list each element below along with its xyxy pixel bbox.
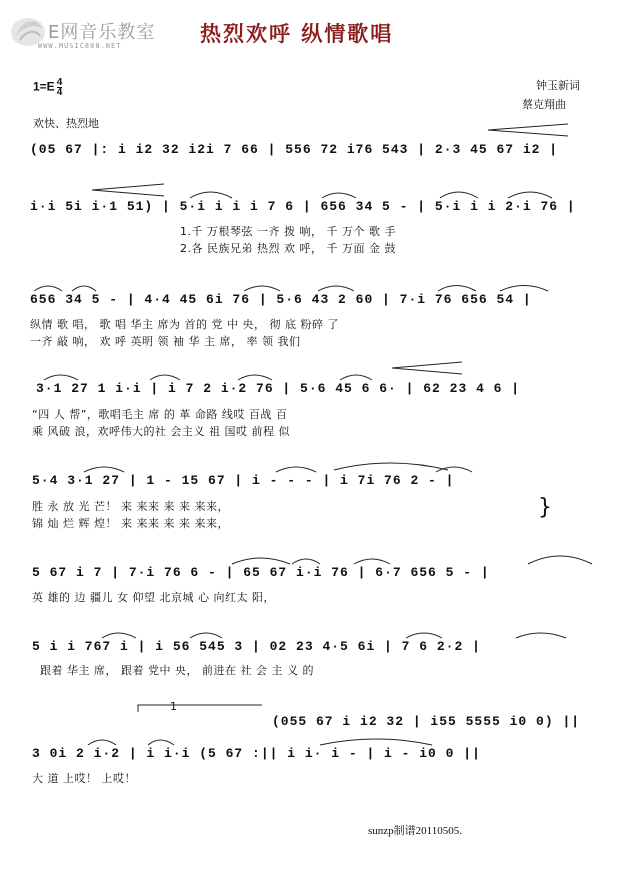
slur-icon [88, 740, 116, 745]
slur-icon [190, 192, 232, 198]
score-line-4: 3·1 27 1 i·i | i 7 2 i·2 76 | 5·6 45 6 6· | 62 23 4 6 | [36, 381, 521, 396]
slur-icon [322, 193, 356, 198]
slur-icon [34, 286, 62, 291]
score-line-7: 5 i i 767 i | i 56 545 3 | 02 23 4·5 6i | 7 6 2·2 | [32, 639, 481, 654]
slur-icon [84, 467, 124, 472]
lyric-line-9: 大 道 上哎！ 上哎！ [32, 772, 136, 785]
slur-icon [148, 740, 174, 745]
tie-icon [320, 739, 432, 745]
slur-icon [500, 286, 548, 292]
slur-icon [354, 559, 390, 564]
lyricist-credit: 钟玉新词 [536, 79, 580, 92]
slur-icon [190, 633, 222, 638]
crescendo-hairpin-icon [488, 124, 568, 136]
lyric-line-6: 英 雄的 边 疆儿 女 仰望 北京城 心 向红太 阳， [32, 591, 275, 604]
lyric-line-4-verse-1: “四 人 帮”，歌唱毛主 席 的 革 命路 线哎 百战 百 [32, 408, 288, 421]
slur-icon [508, 192, 552, 198]
lyric-line-3-verse-1: 纵情 歌 唱， 歌 唱 华主 席为 首的 党 中 央， 彻 底 粉碎 了 [30, 318, 339, 331]
transcriber-signature: sunzp制谱20110505. [368, 825, 463, 837]
tie-icon [334, 463, 448, 470]
slur-icon [406, 633, 442, 638]
volta-label: 1 [170, 700, 178, 713]
lyric-line-5-verse-2: 锦 灿 烂 辉 煌！ 来 来来 来 来 来来， [32, 517, 229, 530]
tempo-marking: 欢快、热烈地 [33, 117, 99, 130]
time-sig-bottom: 4 [56, 87, 63, 98]
time-sig-top: 4 [56, 77, 63, 88]
key-label: 1=E [33, 79, 55, 94]
slur-icon [72, 286, 96, 291]
slur-icon [292, 559, 320, 564]
lyric-line-2-verse-2: 2.各 民族兄弟 热烈 欢 呼， 千 万面 金 鼓 [180, 242, 396, 255]
slur-icon [440, 192, 478, 198]
slur-icon [516, 633, 566, 638]
score-line-3: 656 34 5 - | 4·4 45 6i 76 | 5·6 43 2 60 | 7·i 76 656 54 | [30, 292, 532, 307]
slur-icon [44, 375, 78, 380]
slur-icon [238, 375, 272, 380]
score-line-9: 3 0i 2 i·2 | i i·i (5 67 :|| i i· i - | i - i0 0 || [32, 746, 481, 761]
lyric-line-5-verse-1: 胜 永 放 光 芒！ 来 来来 来 来 来来， [32, 500, 229, 513]
composer-credit: 蔡克翔曲 [522, 98, 566, 111]
crescendo-hairpin-icon [92, 184, 164, 196]
verse-brace-icon: } [538, 495, 552, 520]
slur-icon [340, 375, 372, 380]
volta-bracket-icon [138, 705, 262, 712]
slur-icon [232, 558, 290, 564]
slur-icon [318, 286, 354, 291]
slur-icon [244, 286, 280, 291]
slur-icon [436, 467, 472, 472]
lyric-line-4-verse-2: 乘 风破 浪，欢呼伟大的社 会主义 祖 国哎 前程 似 [32, 425, 290, 438]
slur-icon [150, 375, 180, 380]
song-title: 热烈欢呼 纵情歌唱 [200, 21, 394, 46]
slur-icon [276, 467, 316, 472]
score-line-1: (05 67 |: i i2 32 i2i 7 66 | 556 72 i76 543 | 2·3 45 67 i2 | [30, 142, 559, 157]
lyric-line-2-verse-1: 1.千 万根琴弦 一齐 拨 响， 千 万个 歌 手 [180, 225, 396, 238]
slur-icon [438, 286, 476, 292]
slur-icon [528, 556, 592, 564]
score-line-2: i·i 5i i·1 51) | 5·i i i i 7 6 | 656 34 5 - | 5·i i i 2·i 76 | [30, 199, 576, 214]
score-line-5: 5·4 3·1 27 | 1 - 15 67 | i - - - | i 7i 76 2 - | [32, 473, 455, 488]
score-line-6: 5 67 i 7 | 7·i 76 6 - | 65 67 i·i 76 | 6·7 656 5 - | [32, 565, 490, 580]
site-name: E网音乐教室 [48, 22, 156, 43]
lyric-line-7: 跟着 华主 席， 跟着 党中 央， 前进在 社 会 主 义 的 [40, 664, 314, 677]
score-line-8: (055 67 i i2 32 | i55 5555 i0 0) || [272, 714, 581, 729]
lyric-line-3-verse-2: 一齐 敲 响， 欢 呼 英明 领 袖 华 主 席， 率 领 我们 [30, 335, 301, 348]
site-url: WWW.MUSIC888.NET [38, 42, 122, 50]
slur-icon [102, 633, 136, 638]
crescendo-hairpin-icon [392, 362, 462, 374]
